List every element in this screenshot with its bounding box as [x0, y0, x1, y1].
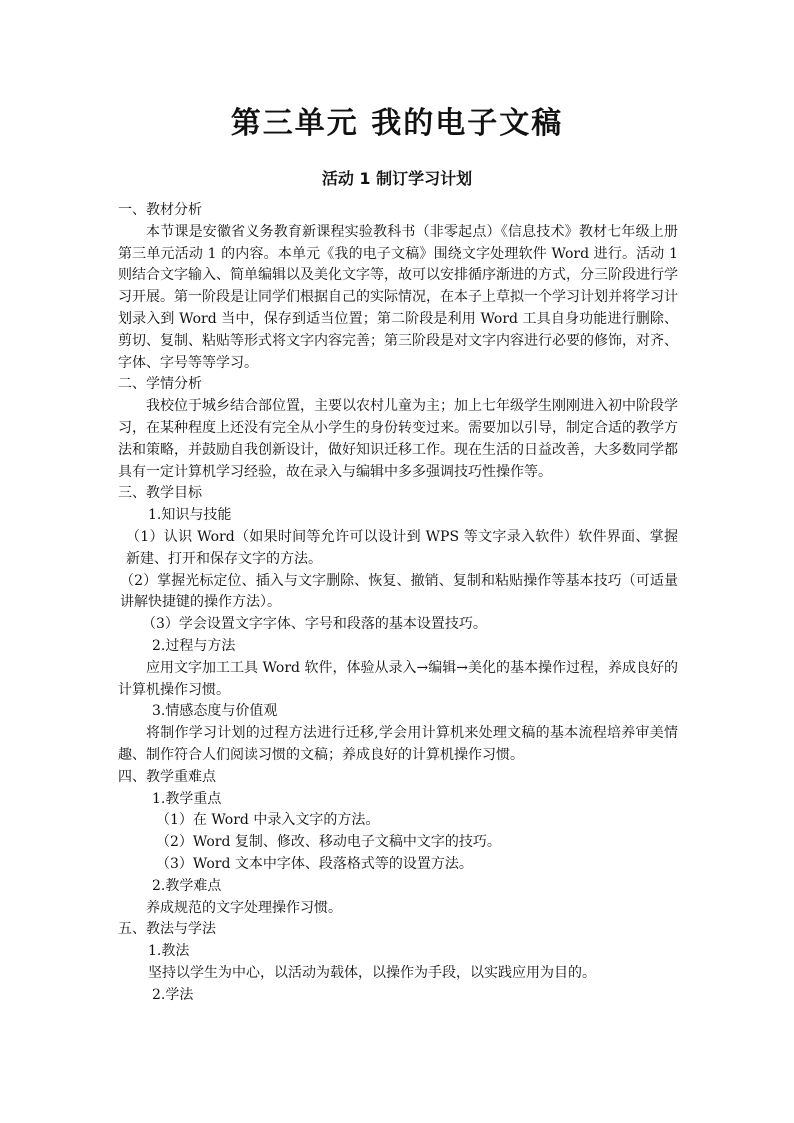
section-heading-teaching-goals: 三、教学目标 — [118, 485, 202, 502]
section-heading-textbook-analysis: 一、教材分析 — [118, 202, 202, 218]
goal-attitude-paragraph: 将制作学习计划的过程方法进行迁移,学会用计算机来处理文稿的基本流程培养审美情趣、制作符合人们阅读习惯的文稿；养成良好的计算机操作习惯。 — [118, 725, 678, 763]
page-title: 第三单元 我的电子文稿 — [230, 106, 564, 141]
section-heading-key-points: 四、教学重难点 — [118, 768, 216, 785]
method-subheading-learning: 2.学法 — [152, 986, 194, 1003]
goal-item-2: （2）掌握光标定位、插入与文字删除、恢复、撤销、复制和粘贴操作等基本技巧（可适量讲解快捷键的操作方法）。 — [120, 572, 678, 611]
key-subheading-difficulty: 2.教学难点 — [152, 877, 222, 894]
goal-process-paragraph: 应用文字加工工具 Word 软件，体验从录入→编辑→美化的基本操作过程，养成良好的计算机操作习惯。 — [118, 659, 678, 698]
textbook-analysis-paragraph: 本节课是安徽省义务教育新课程实验教科书（非零起点）《信息技术》教材七年级上册第三单元活动 1 的内容。本单元《我的电子文稿》围绕文字处理软件 Word 进行。活动 1 则结合文字输入、简单编辑以及美化文字等，故可以安排循序渐进的方式，分三阶段进行学习开展。第一阶段是让同学们根据自己的实际情况，在本子上草拟一个学习计划并将学习计划录入到 Word 当中，保存到适当位置；第二阶段是利用 Word 工具自身功能进行删除、剪切、复制、粘贴等形式将文字内容完善；第三阶段是对文字内容进行必要的修饰，对齐、字体、字号等等学习。 — [118, 223, 678, 371]
key-item-2: （2）Word 复制、修改、移动电子文稿中文字的技巧。 — [156, 834, 501, 851]
method-subheading-teaching: 1.教法 — [148, 943, 190, 960]
goal-item-3: （3）学会设置文字字体、字号和段落的基本设置技巧。 — [142, 616, 487, 633]
method-teaching-paragraph: 坚持以学生为中心，以活动为载体，以操作为手段，以实践应用为目的。 — [148, 964, 596, 981]
key-difficulty-paragraph: 养成规范的文字处理操作习惯。 — [146, 899, 342, 916]
goal-item-1: （1）认识 Word（如果时间等允许可以设计到 WPS 等文字录入软件）软件界面、掌握新建、打开和保存文字的方法。 — [126, 528, 678, 567]
document-body — [118, 200, 678, 1006]
key-item-3: （3）Word 文本中字体、段落格式等的设置方法。 — [156, 855, 473, 872]
goal-subheading-knowledge: 1.知识与技能 — [148, 507, 232, 524]
section-heading-learner-analysis: 二、学情分析 — [118, 376, 202, 393]
section-heading-methods: 五、教法与学法 — [118, 921, 216, 938]
activity-subtitle: 活动 1 制订学习计划 — [321, 169, 473, 188]
key-subheading-focus: 1.教学重点 — [152, 790, 222, 807]
goal-subheading-attitude: 3.情感态度与价值观 — [152, 703, 278, 720]
key-item-1: （1）在 Word 中录入文字的方法。 — [156, 812, 380, 829]
goal-subheading-process: 2.过程与方法 — [152, 637, 236, 654]
learner-analysis-paragraph: 我校位于城乡结合部位置，主要以农村儿童为主；加上七年级学生刚刚进入初中阶段学习，在某种程度上还没有完全从小学生的身份转变过来。需要加以引导，制定合适的教学方法和策略，并鼓励自我创新设计，做好知识迁移工作。现在生活的日益改善，大多数同学都具有一定计算机学习经验，故在录入与编辑中多多强调技巧性操作等。 — [118, 398, 678, 480]
